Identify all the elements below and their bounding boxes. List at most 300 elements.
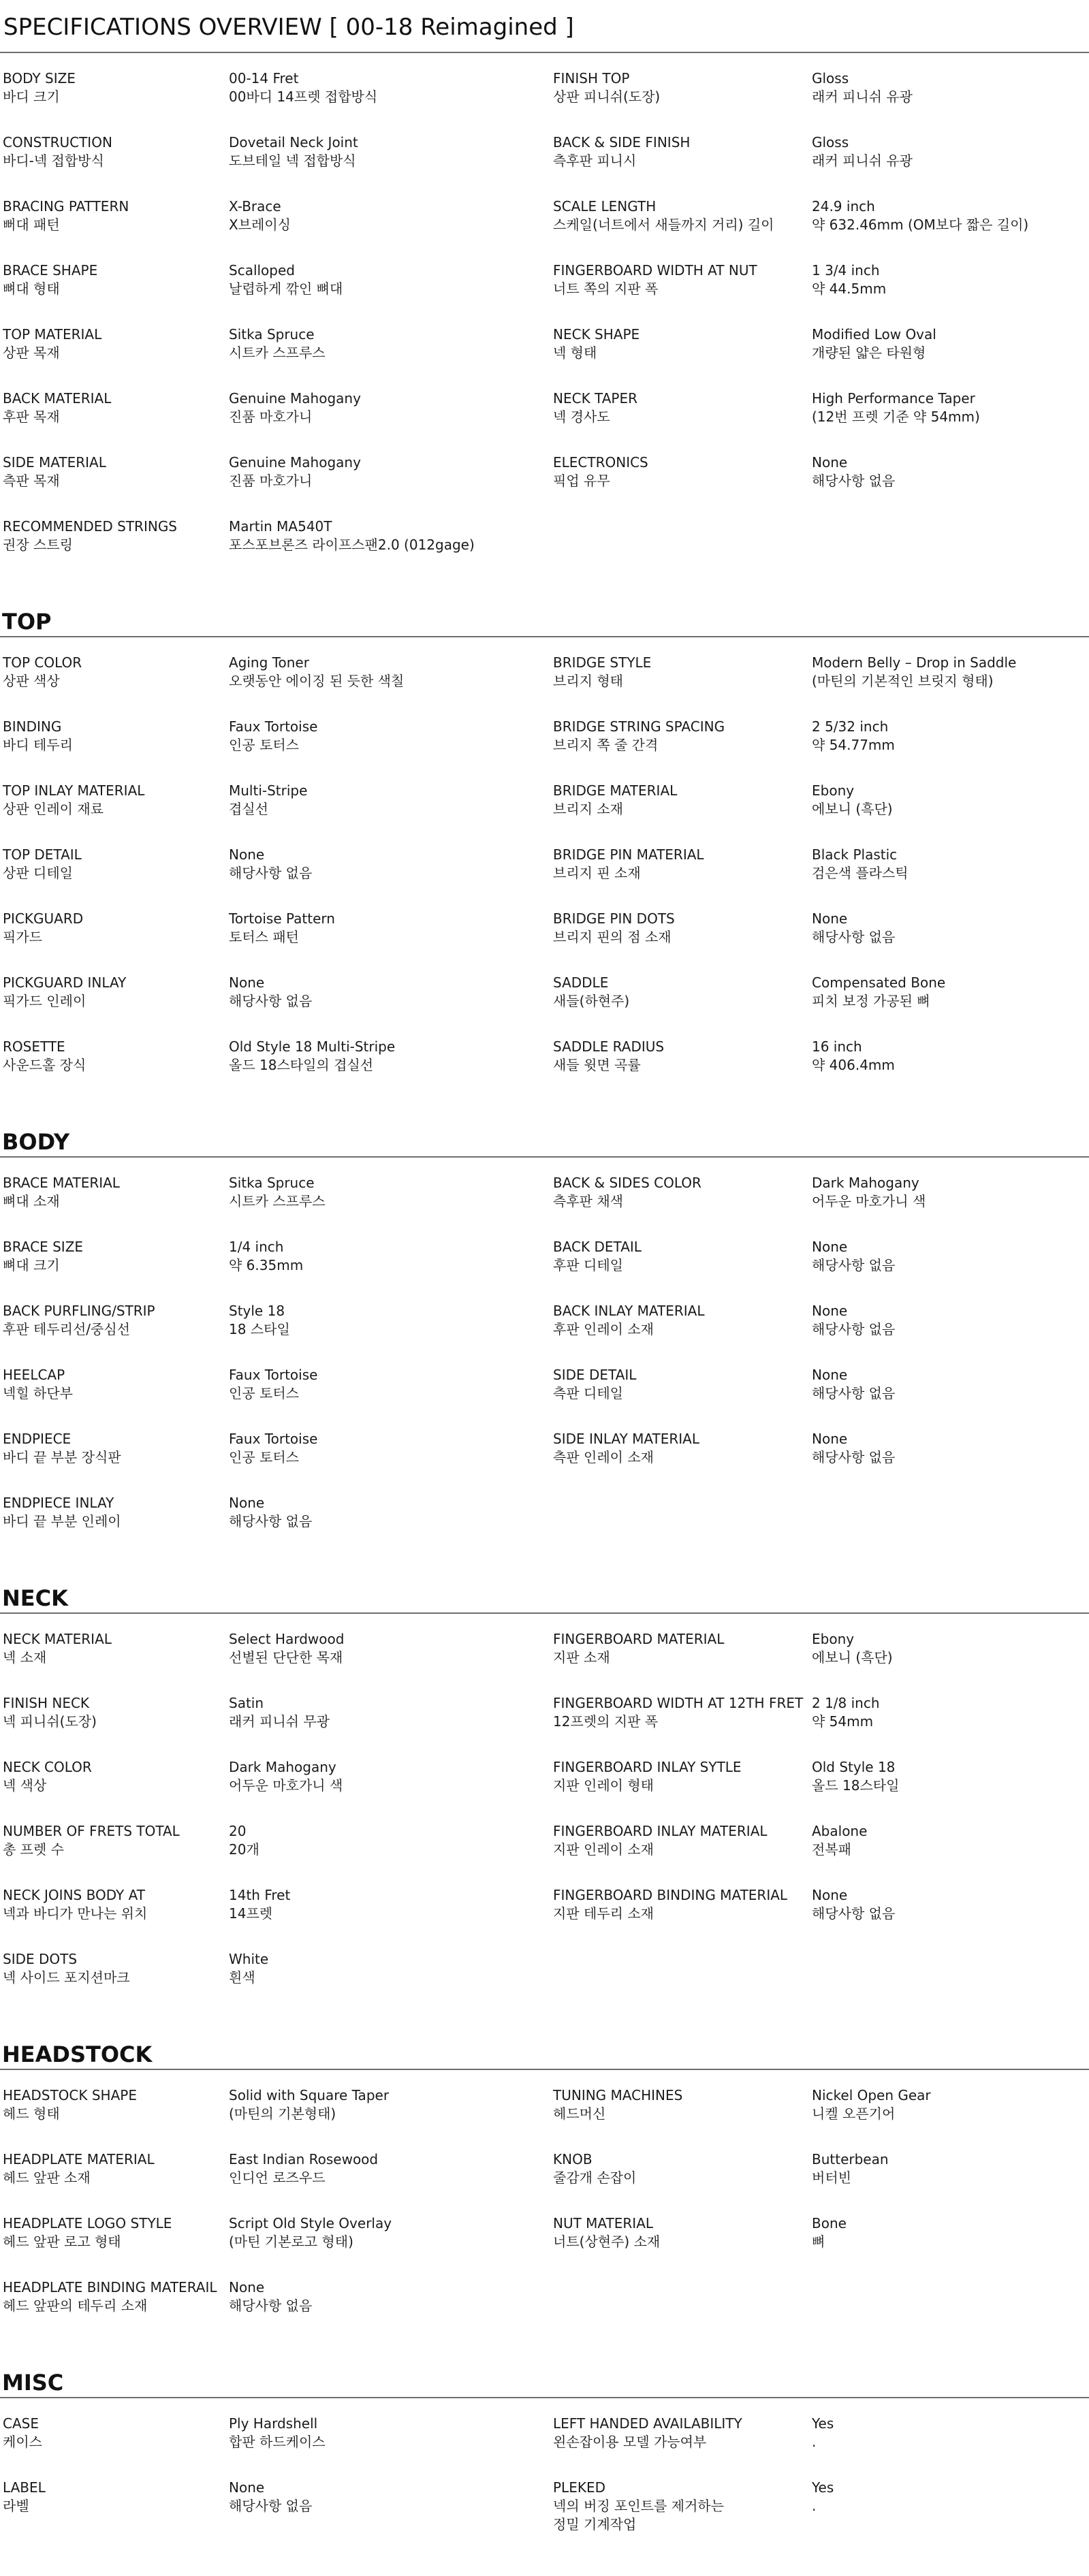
spec-label [0, 1886, 226, 1950]
spec-value-ko: 시트카 스프루스 [229, 1193, 326, 1209]
spec-label-ko: 후판 테두리선/중심선 [3, 1321, 130, 1337]
spec-value [809, 389, 1089, 454]
spec-label-en: SADDLE RADIUS [553, 1038, 665, 1055]
spec-value-en: 00-14 Fret [229, 70, 299, 86]
spec-label-en: ENDPIECE INLAY [3, 1495, 114, 1511]
spec-label-ko: 상판 목재 [3, 345, 60, 361]
spec-value-en: None [229, 2479, 265, 2496]
spec-value-en: Martin MA540T [229, 518, 332, 535]
spec-label [550, 1430, 809, 1494]
spec-label [0, 197, 226, 261]
spec-value-ko: 래커 피니쉬 유광 [812, 89, 913, 105]
spec-label-ko: 브리지 핀의 점 소재 [553, 929, 672, 945]
spec-label-en: KNOB [553, 2151, 593, 2167]
spec-value [226, 846, 550, 910]
spec-value-ko: 해당사항 없음 [229, 2297, 313, 2314]
spec-label-en: BRIDGE STRING SPACING [553, 718, 725, 735]
spec-label [0, 1238, 226, 1302]
spec-value [809, 325, 1089, 389]
spec-value-en: Nickel Open Gear [812, 2087, 931, 2103]
spec-label-en: BACK INLAY MATERIAL [553, 1303, 705, 1319]
spec-value-ko: 선별된 단단한 목재 [229, 1649, 343, 1666]
spec-label-ko: 너트 쪽의 지판 폭 [553, 281, 659, 297]
spec-label-en: TOP MATERIAL [3, 326, 102, 343]
spec-value-ko: 개량된 얇은 타원형 [812, 345, 926, 361]
spec-label-ko: 총 프렛 수 [3, 1841, 64, 1858]
spec-value-en: Sitka Spruce [229, 1175, 315, 1191]
spec-label-ko: 후판 인레이 소재 [553, 1321, 654, 1337]
spec-value [809, 2214, 1089, 2278]
spec-label [0, 1430, 226, 1494]
spec-label-en: BRACE SHAPE [3, 262, 98, 279]
empty-cell [550, 2278, 809, 2342]
spec-value [226, 2415, 550, 2479]
spec-value-en: Dark Mahogany [812, 1175, 919, 1191]
spec-value-ko: 래커 피니쉬 무광 [229, 1713, 330, 1730]
spec-value-ko: . [812, 2434, 817, 2450]
spec-label [550, 718, 809, 782]
spec-value [809, 2479, 1089, 2543]
spec-label [550, 1758, 809, 1822]
spec-label-en: SADDLE [553, 974, 609, 991]
spec-label-ko: 넥 피니쉬(도장) [3, 1713, 97, 1730]
spec-label-en: BRIDGE PIN DOTS [553, 910, 675, 927]
spec-value [809, 261, 1089, 325]
spec-label-ko: 스케일(너트에서 새들까지 거리) 길이 [553, 217, 774, 233]
spec-value [809, 133, 1089, 197]
spec-label [0, 718, 226, 782]
spec-label-ko: 넥의 버징 포인트를 제거하는 [553, 2498, 724, 2514]
spec-label-en: SIDE INLAY MATERIAL [553, 1431, 700, 1447]
spec-label-ko: 헤드 앞판 로고 형태 [3, 2233, 121, 2250]
spec-value-ko: 어두운 마호가니 색 [229, 1777, 343, 1794]
spec-label [0, 974, 226, 1038]
spec-label-ko: 왼손잡이용 모델 가능여부 [553, 2434, 707, 2450]
spec-value-ko: 전복패 [812, 1841, 851, 1858]
spec-label [0, 69, 226, 133]
spec-label-en: RECOMMENDED STRINGS [3, 518, 178, 535]
spec-value-ko: 해당사항 없음 [812, 1321, 896, 1337]
spec-label-ko: 상판 피니쉬(도장) [553, 89, 661, 105]
spec-value-ko: 해당사항 없음 [229, 865, 313, 881]
spec-label [550, 974, 809, 1038]
spec-value-ko: 인공 토터스 [229, 737, 299, 753]
spec-value-ko: 약 632.46mm (OM보다 짧은 길이) [812, 217, 1029, 233]
spec-label-ko: 상판 인레이 재료 [3, 801, 104, 817]
spec-value-ko: 뼈 [812, 2233, 825, 2250]
spec-label-ko: 헤드 앞판 소재 [3, 2169, 91, 2186]
spec-label [0, 2479, 226, 2543]
spec-value-ko: 약 54.77mm [812, 737, 895, 753]
spec-value-ko: 해당사항 없음 [812, 1385, 896, 1401]
spec-label-ko: 뼈대 소재 [3, 1193, 60, 1209]
spec-value [809, 1822, 1089, 1886]
spec-label-ko: 권장 스트링 [3, 537, 73, 553]
spec-label [550, 782, 809, 846]
spec-label-en: BRIDGE STYLE [553, 654, 652, 671]
spec-value [809, 1430, 1089, 1494]
spec-label [0, 1950, 226, 2014]
spec-label-en: NECK JOINS BODY AT [3, 1887, 145, 1903]
spec-label [550, 325, 809, 389]
spec-value-ko: 해당사항 없음 [812, 1905, 896, 1922]
spec-label-en: BINDING [3, 718, 62, 735]
spec-value-ko: 진품 마호가니 [229, 409, 313, 425]
spec-value [809, 974, 1089, 1038]
spec-label-ko: 넥힐 하단부 [3, 1385, 73, 1401]
spec-value [226, 261, 550, 325]
spec-label-ko: 측판 디테일 [553, 1385, 623, 1401]
spec-value-ko: 포스포브론즈 라이프스팬2.0 (012gage) [229, 537, 475, 553]
section-neck [0, 1584, 1089, 2014]
spec-value-en: Ebony [812, 782, 855, 799]
spec-label [550, 1238, 809, 1302]
spec-value-ko: 약 6.35mm [229, 1257, 304, 1273]
spec-value-en: Faux Tortoise [229, 718, 318, 735]
spec-value [809, 1694, 1089, 1758]
spec-value-en: 1 3/4 inch [812, 262, 880, 279]
spec-value-en: None [229, 2279, 265, 2295]
spec-label-en: CASE [3, 2415, 39, 2432]
spec-label [0, 454, 226, 518]
spec-value-en: None [812, 1239, 848, 1255]
spec-value [226, 654, 550, 718]
spec-value-en: None [229, 1495, 265, 1511]
spec-label-ko: 넥 색상 [3, 1777, 47, 1794]
spec-label-ko: 픽가드 인레이 [3, 993, 86, 1009]
section-top [0, 607, 1089, 1102]
spec-value-en: Select Hardwood [229, 1631, 345, 1647]
spec-grid [0, 2398, 1089, 2543]
spec-label [0, 1302, 226, 1366]
spec-value [226, 1950, 550, 2014]
spec-label-ko: 넥 경사도 [553, 409, 610, 425]
spec-value-en: 16 inch [812, 1038, 862, 1055]
spec-label-en: BRACE SIZE [3, 1239, 84, 1255]
spec-value [809, 846, 1089, 910]
spec-label-en: BACK PURFLING/STRIP [3, 1303, 155, 1319]
spec-grid [0, 1614, 1089, 2014]
spec-value-ko: 18 스타일 [229, 1321, 290, 1337]
spec-label-en: ENDPIECE [3, 1431, 72, 1447]
spec-label [550, 197, 809, 261]
spec-value-ko: 00바디 14프렛 접합방식 [229, 89, 378, 105]
spec-label-en: TUNING MACHINES [553, 2087, 683, 2103]
spec-value [809, 1302, 1089, 1366]
spec-value-ko: X브레이싱 [229, 217, 291, 233]
spec-value [226, 2150, 550, 2214]
spec-value [809, 1886, 1089, 1950]
spec-label-en: HEADPLATE MATERIAL [3, 2151, 155, 2167]
empty-cell [809, 1494, 1089, 1558]
section-heading: BODY [0, 1128, 1089, 1158]
spec-label-en: FINGERBOARD INLAY SYTLE [553, 1759, 742, 1775]
spec-label-en: NECK TAPER [553, 390, 637, 407]
spec-value [809, 2415, 1089, 2479]
spec-label [550, 133, 809, 197]
spec-value-ko: 겹실선 [229, 801, 268, 817]
spec-value-en: Yes [812, 2415, 834, 2432]
spec-label-en: FINGERBOARD INLAY MATERIAL [553, 1823, 768, 1839]
spec-value-en: Solid with Square Taper [229, 2087, 390, 2103]
section-heading: MISC [0, 2368, 1089, 2398]
spec-value [226, 2479, 550, 2543]
section-heading: TOP [0, 607, 1089, 637]
spec-value-en: None [812, 1887, 848, 1903]
spec-label-ko: 뻐대 패턴 [3, 217, 60, 233]
spec-value-ko: 오랫동안 에이징 된 듯한 색칠 [229, 673, 405, 689]
spec-value [809, 2150, 1089, 2214]
spec-value-en: Faux Tortoise [229, 1367, 318, 1383]
spec-value-ko: . [812, 2498, 817, 2514]
spec-value [226, 1494, 550, 1558]
spec-label [0, 1758, 226, 1822]
spec-label [0, 389, 226, 454]
spec-label-ko: 바디 끝 부분 인레이 [3, 1513, 121, 1529]
spec-label [0, 1694, 226, 1758]
spec-value [226, 1430, 550, 1494]
spec-value-en: Multi-Stripe [229, 782, 308, 799]
spec-value-ko: 해당사항 없음 [812, 473, 896, 489]
spec-value-en: Dark Mahogany [229, 1759, 336, 1775]
spec-label-ko: 12프렛의 지판 폭 [553, 1713, 659, 1730]
spec-label-en: BACK MATERIAL [3, 390, 112, 407]
spec-label [0, 1174, 226, 1238]
spec-value-ko: (12번 프렛 기준 약 54mm) [812, 409, 980, 425]
spec-grid [0, 637, 1089, 1102]
section-heading: HEADSTOCK [0, 2040, 1089, 2070]
spec-label [550, 1822, 809, 1886]
spec-label-ko: 지판 인레이 형태 [553, 1777, 654, 1794]
empty-cell [809, 2278, 1089, 2342]
spec-grid [0, 2070, 1089, 2342]
spec-label-ko: 바디-넥 접합방식 [3, 153, 104, 169]
spec-value [809, 69, 1089, 133]
spec-grid [0, 53, 1089, 582]
spec-value [809, 1366, 1089, 1430]
section-heading: NECK [0, 1584, 1089, 1614]
spec-value-en: Script Old Style Overlay [229, 2215, 392, 2231]
spec-value-ko: 해당사항 없음 [812, 929, 896, 945]
spec-label-ko: 브리지 형태 [553, 673, 623, 689]
spec-label-ko: 줄감개 손잡이 [553, 2169, 637, 2186]
spec-label [550, 454, 809, 518]
spec-label [0, 846, 226, 910]
spec-value [809, 197, 1089, 261]
spec-value [226, 1758, 550, 1822]
spec-value-ko: 약 44.5mm [812, 281, 887, 297]
spec-label-ko: 브리지 핀 소재 [553, 865, 641, 881]
spec-value-en: Old Style 18 [812, 1759, 896, 1775]
spec-value [809, 718, 1089, 782]
spec-value-ko: 에보니 (흑단) [812, 1649, 893, 1666]
spec-label-en: NUT MATERIAL [553, 2215, 654, 2231]
spec-label-ko: 넥 형태 [553, 345, 597, 361]
section-body [0, 1128, 1089, 1558]
spec-label [0, 2150, 226, 2214]
spec-value-en: Old Style 18 Multi-Stripe [229, 1038, 396, 1055]
spec-value-en: 24.9 inch [812, 198, 875, 214]
spec-value-en: None [812, 1303, 848, 1319]
spec-value-en: None [812, 1367, 848, 1383]
spec-value-ko: 시트카 스프루스 [229, 345, 326, 361]
spec-value-en: White [229, 1951, 269, 1967]
spec-value-ko: 14프렛 [229, 1905, 273, 1922]
spec-label-ko: 너트(상현주) 소재 [553, 2233, 661, 2250]
spec-label-en: SCALE LENGTH [553, 198, 657, 214]
spec-value [226, 1038, 550, 1102]
spec-label [0, 1630, 226, 1694]
spec-label-ko: 새들(하현주) [553, 993, 630, 1009]
spec-value-en: Scalloped [229, 262, 295, 279]
spec-value-en: X-Brace [229, 198, 281, 214]
spec-value-ko: 토터스 패턴 [229, 929, 299, 945]
spec-label-ko: 헤드 형태 [3, 2105, 60, 2122]
spec-value-en: Sitka Spruce [229, 326, 315, 343]
spec-value [226, 910, 550, 974]
spec-label-ko: 사운드홀 장식 [3, 1057, 86, 1073]
spec-value-en: Bone [812, 2215, 847, 2231]
spec-label [0, 518, 226, 582]
spec-value-en: Dovetail Neck Joint [229, 134, 358, 150]
spec-label [0, 910, 226, 974]
spec-value-ko: 어두운 마호가니 색 [812, 1193, 926, 1209]
spec-value-ko: 합판 하드케이스 [229, 2434, 326, 2450]
spec-label-en: BACK DETAIL [553, 1239, 642, 1255]
spec-label [0, 2278, 226, 2342]
empty-cell [809, 518, 1089, 582]
spec-label [0, 2214, 226, 2278]
spec-value [226, 2214, 550, 2278]
spec-value [809, 454, 1089, 518]
spec-value-en: Faux Tortoise [229, 1431, 318, 1447]
spec-value-en: 14th Fret [229, 1887, 291, 1903]
spec-label [550, 2150, 809, 2214]
spec-value-ko: 래커 피니쉬 유광 [812, 153, 913, 169]
spec-value [226, 454, 550, 518]
spec-value-ko: 해당사항 없음 [812, 1449, 896, 1465]
spec-value-en: Tortoise Pattern [229, 910, 335, 927]
section-misc [0, 2368, 1089, 2543]
section-overview [0, 53, 1089, 582]
spec-label-en: SIDE DETAIL [553, 1367, 637, 1383]
spec-label-ko: 상판 디테일 [3, 865, 73, 881]
spec-value [226, 69, 550, 133]
spec-value [226, 2086, 550, 2150]
spec-label-ko: 측판 인레이 소재 [553, 1449, 654, 1465]
empty-cell [550, 1950, 809, 2014]
spec-label [0, 1366, 226, 1430]
spec-label-ko: 케이스 [3, 2434, 42, 2450]
spec-value [809, 1758, 1089, 1822]
spec-label-en: FINGERBOARD BINDING MATERIAL [553, 1887, 788, 1903]
spec-label [0, 2415, 226, 2479]
spec-label-en: PICKGUARD [3, 910, 84, 927]
spec-label [0, 1822, 226, 1886]
spec-label-en: FINGERBOARD WIDTH AT NUT [553, 262, 757, 279]
spec-label-en: BACK & SIDES COLOR [553, 1175, 701, 1191]
spec-value-ko: 약 406.4mm [812, 1057, 895, 1073]
spec-value-en: Gloss [812, 70, 849, 86]
spec-value-ko: (마틴 기본로고 형태) [229, 2233, 353, 2250]
spec-value [809, 654, 1089, 718]
spec-sections [0, 53, 1089, 2543]
spec-value-ko: 해당사항 없음 [812, 1257, 896, 1273]
spec-label-en: FINISH TOP [553, 70, 630, 86]
spec-label-ko: 픽가드 [3, 929, 42, 945]
spec-value-en: Black Plastic [812, 846, 898, 863]
spec-label [550, 1694, 809, 1758]
spec-label-ko: 새들 윗면 곡률 [553, 1057, 641, 1073]
spec-value [809, 1174, 1089, 1238]
spec-label [0, 2086, 226, 2150]
spec-label-ko: 지판 테두리 소재 [553, 1905, 654, 1922]
spec-label [0, 782, 226, 846]
spec-label [0, 1494, 226, 1558]
spec-value-ko: 올드 18스타일 [812, 1777, 900, 1794]
spec-label-ko: 측판 목재 [3, 473, 60, 489]
spec-value [809, 910, 1089, 974]
spec-label [550, 1038, 809, 1102]
spec-label-en: BRIDGE PIN MATERIAL [553, 846, 704, 863]
spec-label-ko: 바디 끝 부분 장식판 [3, 1449, 121, 1465]
spec-value [809, 1630, 1089, 1694]
spec-label-ko: 정밀 기계작업 [553, 2516, 637, 2532]
spec-value-en: None [812, 1431, 848, 1447]
spec-value [226, 1822, 550, 1886]
spec-label-ko: 뼈대 크기 [3, 1257, 60, 1273]
spec-value-en: Abalone [812, 1823, 868, 1839]
spec-value [226, 718, 550, 782]
spec-label-en: HEELCAP [3, 1367, 65, 1383]
spec-label-ko: 넥 소재 [3, 1649, 47, 1666]
spec-value [226, 133, 550, 197]
spec-label [550, 2415, 809, 2479]
spec-label [550, 654, 809, 718]
spec-label-en: ROSETTE [3, 1038, 65, 1055]
spec-value [226, 1694, 550, 1758]
spec-label-en: TOP COLOR [3, 654, 82, 671]
spec-value-ko: 피치 보정 가공된 뼈 [812, 993, 930, 1009]
spec-label-en: BODY SIZE [3, 70, 76, 86]
spec-value-ko: 인공 토터스 [229, 1449, 299, 1465]
spec-value [809, 1038, 1089, 1102]
spec-value [226, 782, 550, 846]
spec-value-ko: 흰색 [229, 1969, 255, 1986]
spec-label [550, 2086, 809, 2150]
spec-label [0, 1038, 226, 1102]
spec-value [809, 1238, 1089, 1302]
spec-label-en: FINGERBOARD WIDTH AT 12TH FRET [553, 1695, 804, 1711]
spec-label-en: LEFT HANDED AVAILABILITY [553, 2415, 742, 2432]
spec-label [0, 261, 226, 325]
spec-value [226, 518, 550, 582]
spec-label [550, 1366, 809, 1430]
spec-label-en: HEADSTOCK SHAPE [3, 2087, 137, 2103]
spec-value-en: East Indian Rosewood [229, 2151, 379, 2167]
spec-value [226, 1886, 550, 1950]
spec-label-en: BRACING PATTERN [3, 198, 129, 214]
spec-label [550, 2479, 809, 2543]
section-headstock [0, 2040, 1089, 2342]
spec-value-ko: 20개 [229, 1841, 259, 1858]
spec-label-ko: 후판 디테일 [553, 1257, 623, 1273]
spec-label-ko: 헤드 앞판의 테두리 소재 [3, 2297, 148, 2314]
spec-label-en: LABEL [3, 2479, 46, 2496]
spec-value-en: 1/4 inch [229, 1239, 284, 1255]
spec-label-en: NUMBER OF FRETS TOTAL [3, 1823, 180, 1839]
spec-label-ko: 바디 크기 [3, 89, 60, 105]
